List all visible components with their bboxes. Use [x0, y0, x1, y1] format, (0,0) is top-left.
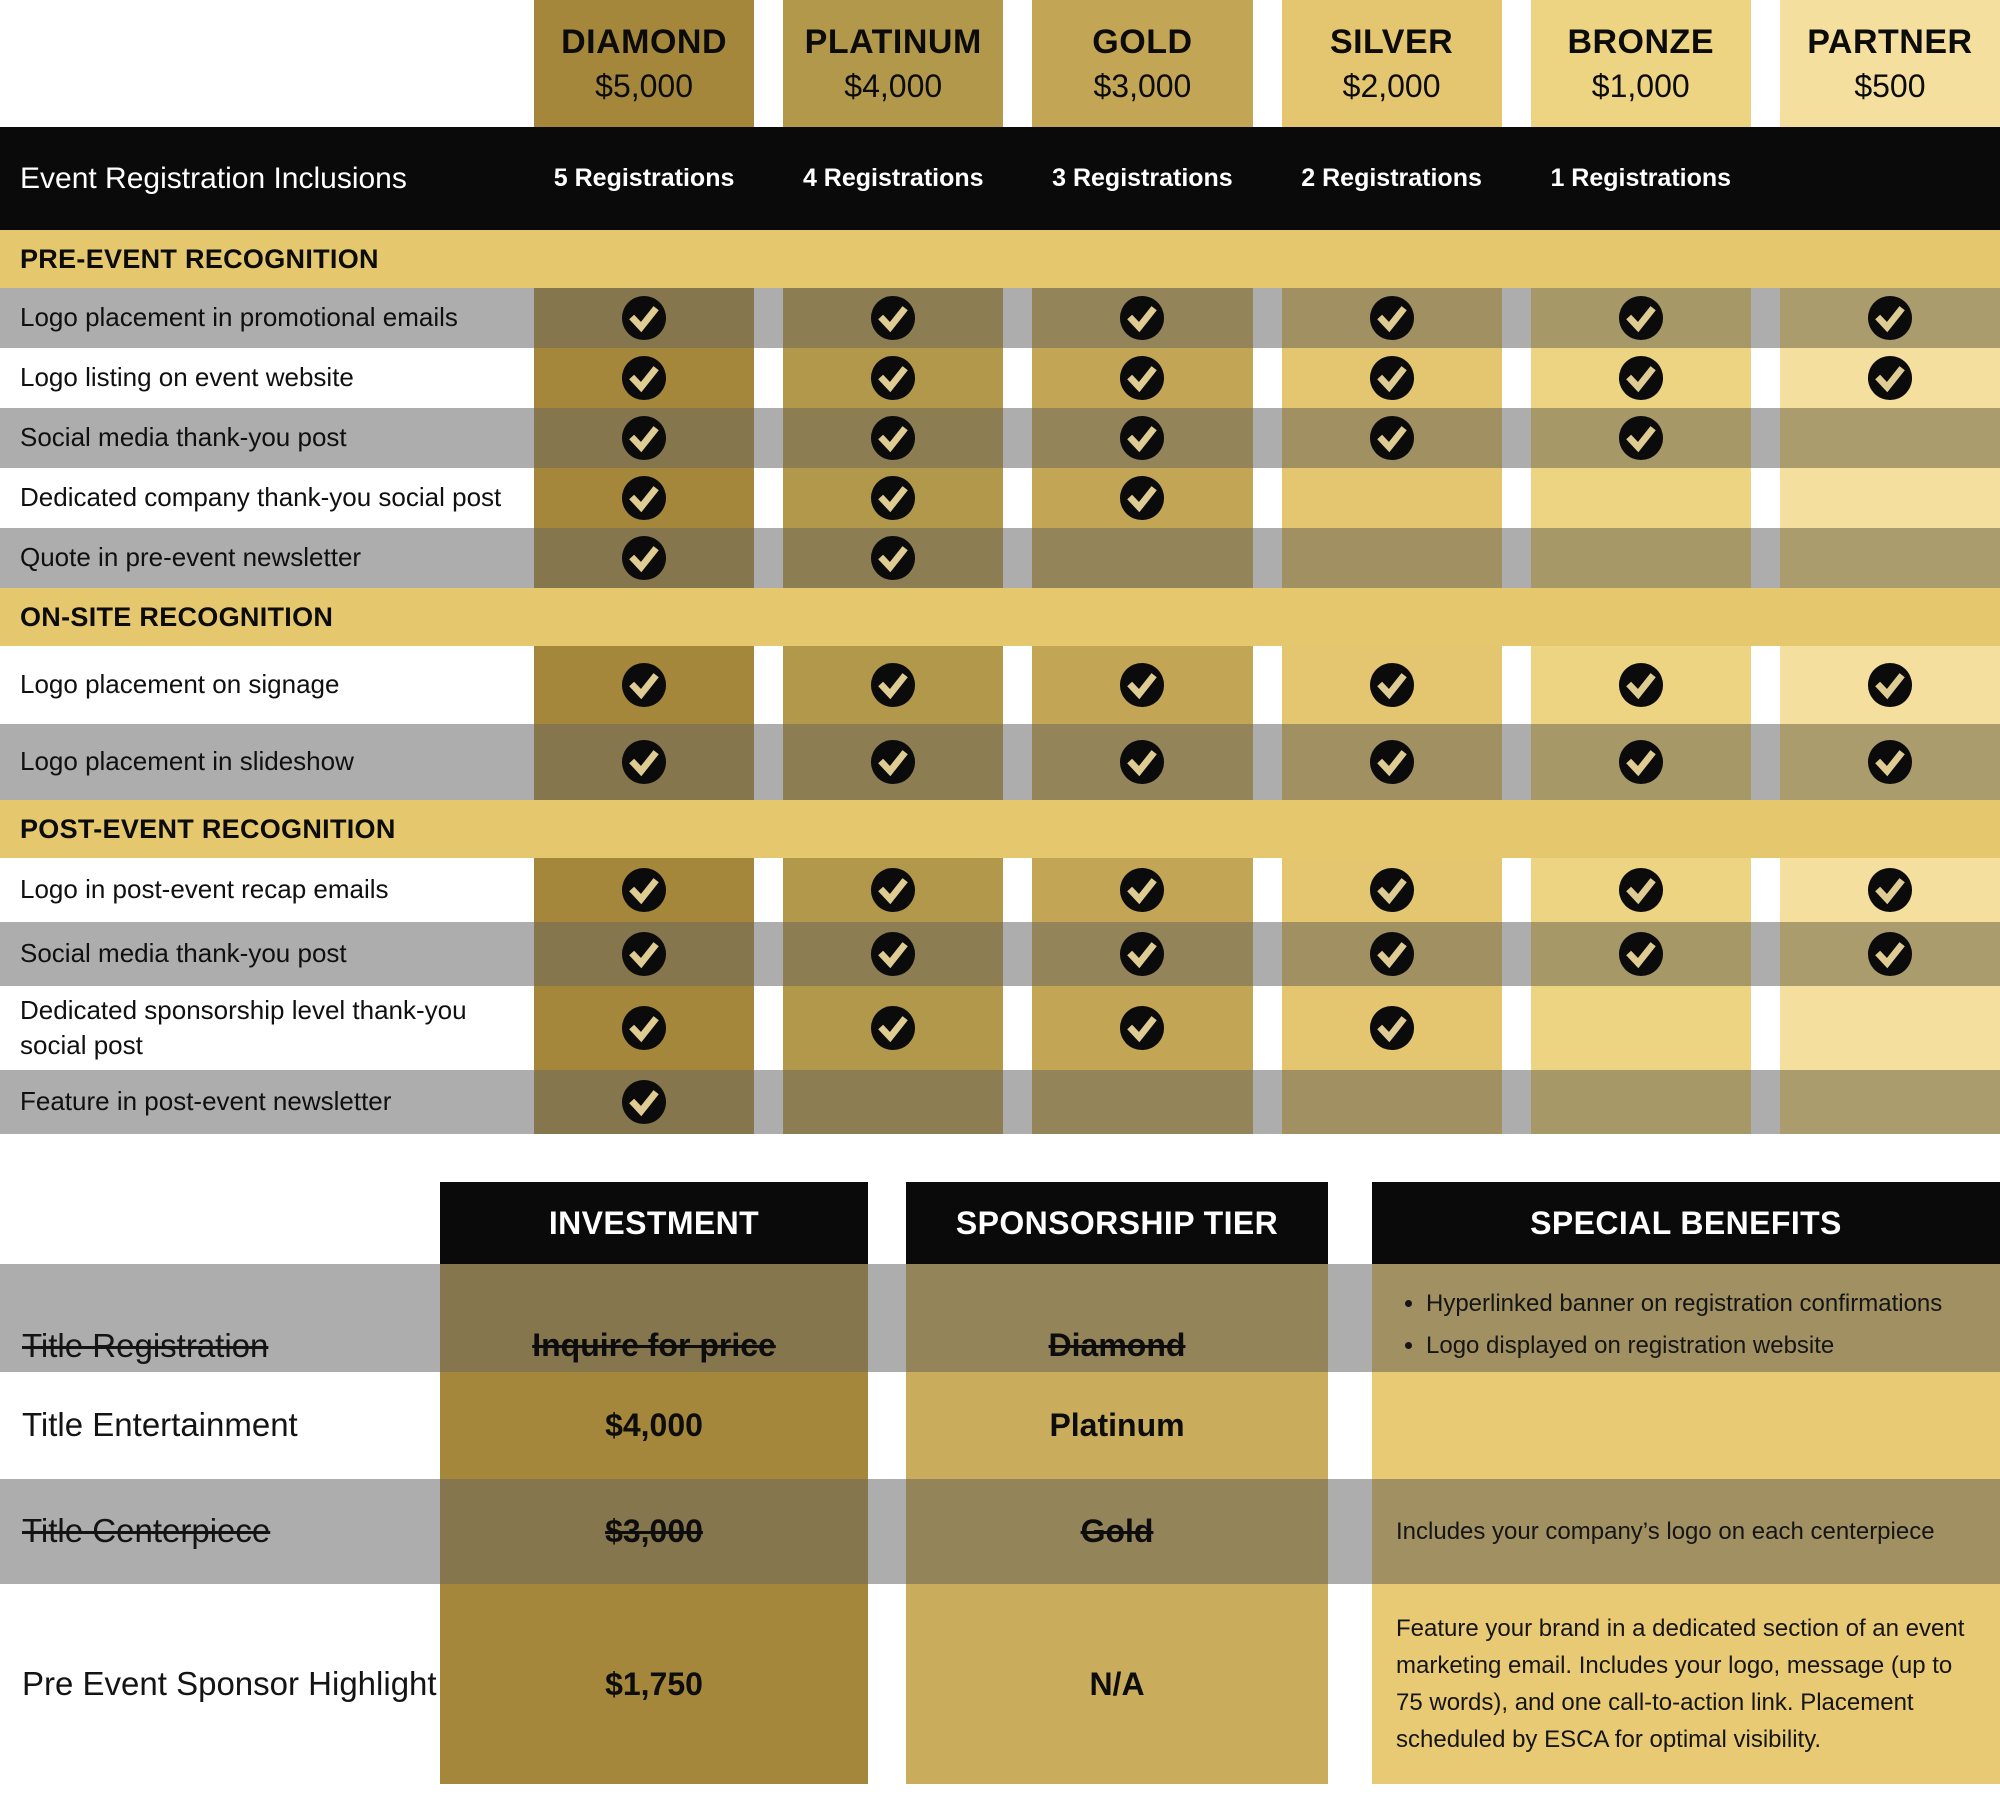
special-benefits-header: SPECIAL BENEFITS: [1372, 1182, 2000, 1264]
matrix-cell-tier-4: [1531, 858, 1751, 922]
matrix-cell-tier-0: [534, 646, 754, 724]
matrix-row-label: Feature in post-event newsletter: [20, 1086, 392, 1117]
sponsorship-tier-value: Diamond: [906, 1264, 1328, 1428]
matrix-cell-tier-3: [1282, 724, 1502, 800]
matrix-cell-tier-3: [1282, 646, 1502, 724]
matrix-cell-tier-3: [1282, 922, 1502, 986]
check-icon: [870, 1005, 916, 1051]
matrix-row: [0, 646, 2000, 724]
matrix-cell-tier-3: [1282, 348, 1502, 408]
matrix-row-label: Logo in post-event recap emails: [20, 874, 389, 905]
matrix-cell-tier-4: [1531, 922, 1751, 986]
tier-header-spacer: [0, 0, 505, 127]
check-icon: [1618, 931, 1664, 977]
sponsorship-tier-value: N/A: [906, 1584, 1328, 1784]
details-row-label: Pre Event Sponsor Highlight: [22, 1664, 437, 1702]
matrix-row-label: Logo listing on event website: [20, 362, 354, 393]
check-icon: [1369, 415, 1415, 461]
matrix-cell-tier-5: [1780, 1070, 2000, 1134]
check-icon: [1369, 931, 1415, 977]
details-row: [0, 1479, 2000, 1584]
check-icon: [870, 535, 916, 581]
matrix-cell-tier-2: [1032, 468, 1252, 528]
check-icon: [1369, 867, 1415, 913]
matrix-cell-tier-0: [534, 528, 754, 588]
check-icon: [621, 475, 667, 521]
details-header-gap: [1328, 1182, 1372, 1264]
matrix-cell-tier-4: [1531, 1070, 1751, 1134]
matrix-cell-tier-5: [1780, 858, 2000, 922]
matrix-cell-tier-5: [1780, 348, 2000, 408]
check-icon: [621, 295, 667, 341]
details-row: [0, 1372, 2000, 1479]
details-header-spacer: [0, 1182, 440, 1264]
details-gap: [1328, 1372, 1372, 1479]
tier-price: $4,000: [844, 67, 943, 104]
matrix-row: [0, 922, 2000, 986]
investment-value: $1,750: [440, 1584, 868, 1784]
matrix-cell-tier-1: [783, 646, 1003, 724]
matrix-cell-tier-2: [1032, 858, 1252, 922]
check-icon: [1618, 867, 1664, 913]
details-body: [0, 1264, 2000, 1784]
tier-header-gold: [1032, 0, 1252, 127]
matrix-cell-tier-3: [1282, 408, 1502, 468]
matrix-cell-tier-1: [783, 408, 1003, 468]
section-title: POST-EVENT RECOGNITION: [20, 813, 396, 844]
matrix-cell-tier-5: [1780, 724, 2000, 800]
matrix-cell-tier-1: [783, 528, 1003, 588]
check-icon: [1867, 867, 1913, 913]
matrix-cell-tier-3: [1282, 288, 1502, 348]
matrix-cell-tier-5: [1780, 986, 2000, 1070]
matrix-cell-tier-2: [1032, 288, 1252, 348]
tier-name: BRONZE: [1567, 22, 1715, 61]
tier-header-silver: [1282, 0, 1502, 127]
details-gap: [868, 1479, 906, 1584]
check-icon: [1119, 867, 1165, 913]
tier-header-bronze: [1531, 0, 1751, 127]
check-icon: [621, 931, 667, 977]
matrix-row: [0, 724, 2000, 800]
registration-count-4: 1 Registrations: [1550, 164, 1732, 192]
tier-price: $500: [1854, 67, 1926, 104]
tier-price: $2,000: [1342, 67, 1441, 104]
check-icon: [1119, 931, 1165, 977]
investment-value: $4,000: [440, 1372, 868, 1479]
check-icon: [621, 1079, 667, 1125]
tier-name: DIAMOND: [561, 22, 728, 61]
matrix-cell-tier-2: [1032, 528, 1252, 588]
matrix-cell-tier-3: [1282, 858, 1502, 922]
check-icon: [1867, 295, 1913, 341]
matrix-row: [0, 1070, 2000, 1134]
matrix-cell-tier-4: [1531, 724, 1751, 800]
matrix-cell-tier-2: [1032, 922, 1252, 986]
matrix-row-label: Logo placement on signage: [20, 669, 340, 700]
matrix-cell-tier-1: [783, 858, 1003, 922]
details-header-gap: [868, 1182, 906, 1264]
matrix-cell-tier-0: [534, 724, 754, 800]
matrix-cell-tier-5: [1780, 468, 2000, 528]
matrix-cell-tier-0: [534, 922, 754, 986]
benefits-text: Feature your brand in a dedicated section of an event marketing email. Includes your logo, message (up to 75 words), and one call-to-action link. Placement scheduled by ESCA for optimal visibility.: [1396, 1614, 1965, 1754]
tier-header-platinum: [783, 0, 1003, 127]
check-icon: [621, 415, 667, 461]
check-icon: [1618, 295, 1664, 341]
check-icon: [870, 295, 916, 341]
benefits-list-item: • Hyperlinked banner on registration confirmations: [1426, 1285, 1976, 1322]
matrix-cell-tier-1: [783, 1070, 1003, 1134]
registration-count-3: 2 Registrations: [1301, 164, 1482, 192]
section-title: PRE-EVENT RECOGNITION: [20, 243, 379, 274]
tier-price: $3,000: [1093, 67, 1192, 104]
section-band: [0, 230, 2000, 288]
matrix-cell-tier-1: [783, 724, 1003, 800]
matrix-cell-tier-1: [783, 288, 1003, 348]
matrix-row: [0, 528, 2000, 588]
tier-name: SILVER: [1329, 22, 1454, 61]
matrix-cell-tier-2: [1032, 986, 1252, 1070]
matrix-cell-tier-5: [1780, 922, 2000, 986]
check-icon: [1119, 415, 1165, 461]
check-icon: [1867, 739, 1913, 785]
special-benefits-cell: [1372, 1479, 2000, 1584]
matrix-cell-tier-3: [1282, 1070, 1502, 1134]
matrix-cell-tier-1: [783, 922, 1003, 986]
matrix-cell-tier-2: [1032, 1070, 1252, 1134]
tier-header-partner: [1780, 0, 2000, 127]
matrix-cell-tier-1: [783, 348, 1003, 408]
details-gap: [868, 1584, 906, 1784]
matrix-cell-tier-0: [534, 468, 754, 528]
matrix-row-label: Quote in pre-event newsletter: [20, 542, 362, 573]
matrix-cell-tier-0: [534, 1070, 754, 1134]
check-icon: [1119, 475, 1165, 521]
details-row-label: Title Registration: [22, 1326, 269, 1364]
matrix-cell-tier-2: [1032, 348, 1252, 408]
matrix-cell-tier-5: [1780, 528, 2000, 588]
matrix-cell-tier-4: [1531, 468, 1751, 528]
registration-count-1: 4 Registrations: [802, 164, 984, 192]
details-row: [0, 1584, 2000, 1784]
investment-value: Inquire for price: [440, 1264, 868, 1428]
check-icon: [870, 415, 916, 461]
matrix-cell-tier-0: [534, 858, 754, 922]
tier-name: PARTNER: [1807, 22, 1973, 61]
section-title: ON-SITE RECOGNITION: [20, 601, 334, 632]
details-row: [0, 1264, 2000, 1372]
check-icon: [1369, 295, 1415, 341]
matrix-row-label: Logo placement in slideshow: [20, 746, 354, 777]
matrix-cell-tier-0: [534, 348, 754, 408]
matrix-cell-tier-1: [783, 468, 1003, 528]
section-band: [0, 800, 2000, 858]
matrix-cell-tier-4: [1531, 348, 1751, 408]
check-icon: [621, 662, 667, 708]
check-icon: [1119, 1005, 1165, 1051]
investment-header: INVESTMENT: [440, 1182, 868, 1264]
details-gap: [1328, 1479, 1372, 1584]
check-icon: [870, 475, 916, 521]
matrix-row: [0, 348, 2000, 408]
special-benefits-cell: [1372, 1584, 2000, 1784]
investment-value: $3,000: [440, 1479, 868, 1584]
special-benefits-cell: [1372, 1372, 2000, 1479]
matrix-row: [0, 288, 2000, 348]
check-icon: [1369, 662, 1415, 708]
tier-header-diamond: [534, 0, 754, 127]
sponsorship-tier-header: SPONSORSHIP TIER: [906, 1182, 1328, 1264]
check-icon: [1369, 355, 1415, 401]
matrix-cell-tier-3: [1282, 986, 1502, 1070]
check-icon: [1119, 355, 1165, 401]
details-row-label: Title Centerpiece: [22, 1512, 271, 1550]
check-icon: [1369, 1005, 1415, 1051]
registration-bar-label: Event Registration Inclusions: [20, 161, 407, 195]
benefits-text: Includes your company’s logo on each centerpiece: [1396, 1517, 1935, 1545]
matrix-cell-tier-2: [1032, 646, 1252, 724]
matrix-row: [0, 986, 2000, 1070]
details-row-label: Title Entertainment: [22, 1406, 298, 1444]
check-icon: [621, 1005, 667, 1051]
section-gap: [0, 1134, 2000, 1182]
benefits-matrix: [0, 230, 2000, 1134]
matrix-cell-tier-4: [1531, 528, 1751, 588]
check-icon: [621, 867, 667, 913]
tier-name: PLATINUM: [804, 22, 982, 61]
matrix-cell-tier-0: [534, 288, 754, 348]
details-table: [0, 1182, 2000, 1784]
matrix-row: [0, 408, 2000, 468]
registration-count-0: 5 Registrations: [553, 164, 735, 192]
check-icon: [1119, 662, 1165, 708]
check-icon: [1618, 355, 1664, 401]
check-icon: [1618, 415, 1664, 461]
matrix-row: [0, 858, 2000, 922]
matrix-row: [0, 468, 2000, 528]
matrix-row-label: Social media thank-you post: [20, 422, 347, 453]
registration-count-2: 3 Registrations: [1052, 164, 1233, 192]
matrix-cell-tier-4: [1531, 408, 1751, 468]
section-band: [0, 588, 2000, 646]
check-icon: [1618, 739, 1664, 785]
matrix-row-label: Social media thank-you post: [20, 938, 347, 969]
tier-name: GOLD: [1092, 22, 1193, 61]
check-icon: [621, 739, 667, 785]
check-icon: [621, 355, 667, 401]
matrix-cell-tier-2: [1032, 408, 1252, 468]
check-icon: [870, 931, 916, 977]
registration-inclusions-bar: [0, 127, 2000, 230]
check-icon: [1119, 739, 1165, 785]
matrix-cell-tier-4: [1531, 646, 1751, 724]
check-icon: [1867, 931, 1913, 977]
tier-price: $1,000: [1591, 67, 1690, 104]
benefits-list-item: • Logo displayed on registration website: [1426, 1327, 1976, 1364]
check-icon: [870, 662, 916, 708]
check-icon: [870, 739, 916, 785]
matrix-cell-tier-5: [1780, 646, 2000, 724]
matrix-cell-tier-5: [1780, 408, 2000, 468]
check-icon: [870, 355, 916, 401]
sponsorship-tier-value: Platinum: [906, 1372, 1328, 1479]
check-icon: [621, 535, 667, 581]
details-gap: [1328, 1584, 1372, 1784]
matrix-row-label: Dedicated company thank-you social post: [20, 482, 502, 513]
matrix-row-label: Dedicated sponsorship level thank-you social post: [20, 994, 467, 1060]
matrix-cell-tier-2: [1032, 724, 1252, 800]
matrix-cell-tier-3: [1282, 528, 1502, 588]
matrix-cell-tier-4: [1531, 288, 1751, 348]
details-gap: [868, 1372, 906, 1479]
check-icon: [1867, 355, 1913, 401]
check-icon: [870, 867, 916, 913]
matrix-cell-tier-5: [1780, 288, 2000, 348]
check-icon: [1867, 662, 1913, 708]
check-icon: [1119, 295, 1165, 341]
tier-header-row: [0, 0, 2000, 127]
matrix-cell-tier-3: [1282, 468, 1502, 528]
matrix-row-label: Logo placement in promotional emails: [20, 302, 458, 333]
matrix-cell-tier-4: [1531, 986, 1751, 1070]
matrix-cell-tier-1: [783, 986, 1003, 1070]
sponsorship-tier-value: Gold: [906, 1479, 1328, 1584]
matrix-cell-tier-0: [534, 986, 754, 1070]
details-header-row: [0, 1182, 2000, 1264]
check-icon: [1618, 662, 1664, 708]
matrix-cell-tier-0: [534, 408, 754, 468]
tier-price: $5,000: [595, 67, 694, 104]
check-icon: [1369, 739, 1415, 785]
